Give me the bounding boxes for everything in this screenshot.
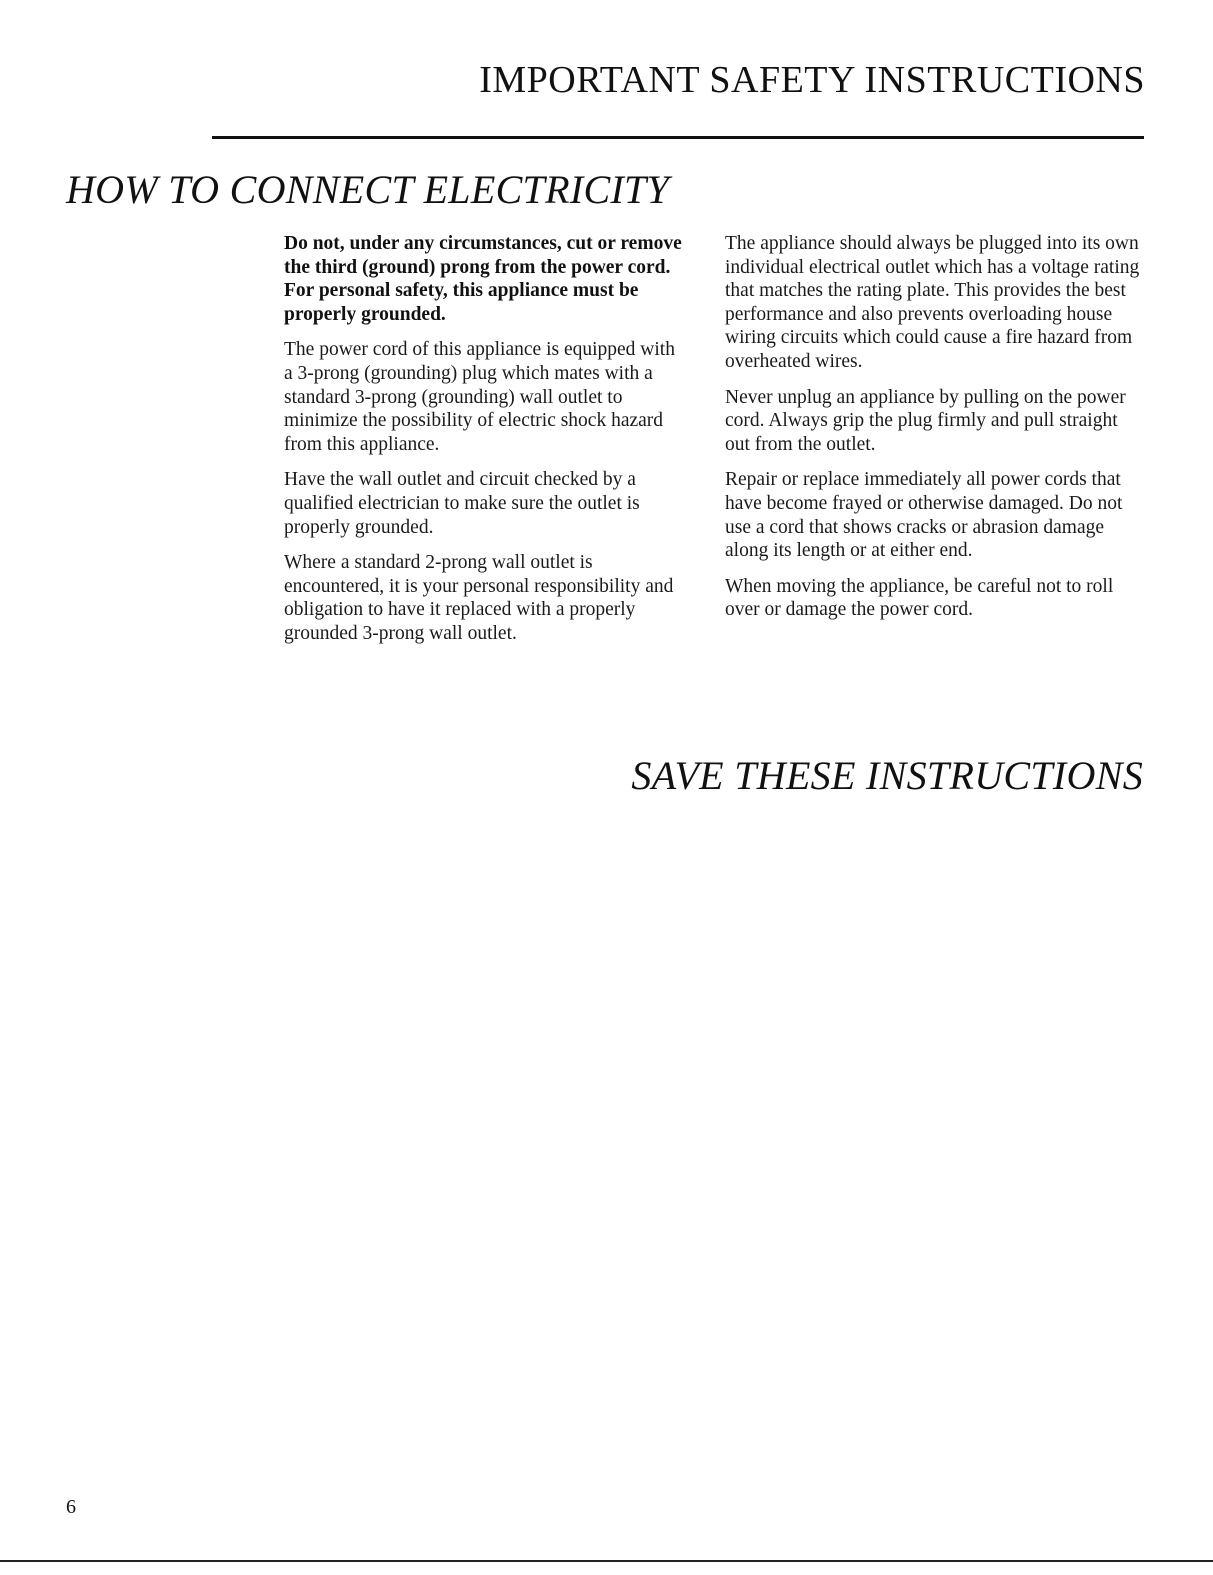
grounding-warning: Do not, under any circumstances, cut or remove the third (ground) prong from the power cord. For personal safety, this appliance must be properly grounded. bbox=[284, 233, 682, 325]
page-number: 6 bbox=[66, 1496, 76, 1518]
paragraph-unplugging: Never unplug an appliance by pulling on the power cord. Always grip the plug firmly and pull straight out from the outlet. bbox=[725, 386, 1126, 455]
header-divider bbox=[212, 136, 1144, 139]
page-header: IMPORTANT SAFETY INSTRUCTIONS bbox=[479, 59, 1145, 101]
left-column bbox=[284, 232, 688, 658]
paragraph-damaged-cords: Repair or replace immediately all power cords that have become frayed or otherwise damaged. Do not use a cord that shows cracks or abrasion damage along its length or at either end. bbox=[725, 469, 1123, 562]
bottom-divider bbox=[0, 1560, 1213, 1562]
section-title: HOW TO CONNECT ELECTRICITY bbox=[66, 167, 670, 212]
right-column bbox=[725, 232, 1145, 634]
save-instructions-title: SAVE THESE INSTRUCTIONS bbox=[631, 753, 1143, 798]
paragraph-outlet-check: Have the wall outlet and circuit checked by a qualified electrician to make sure the outlet is properly grounded. bbox=[284, 469, 640, 538]
paragraph-two-prong-outlet: Where a standard 2-prong wall outlet is encountered, it is your personal responsibility and obligation to have it replaced with a properly grounded 3-prong wall outlet. bbox=[284, 552, 674, 644]
paragraph-moving-appliance: When moving the appliance, be careful not to roll over or damage the power cord. bbox=[725, 575, 1114, 621]
paragraph-individual-outlet: The appliance should always be plugged into its own individual electrical outlet which has a voltage rating that matches the rating plate. This provides the best performance and also prevents overloading house wiring circuits which could cause a fire hazard from overheated wires. bbox=[725, 233, 1140, 372]
paragraph-power-cord: The power cord of this appliance is equipped with a 3-prong (grounding) plug which mates with a standard 3-prong (grounding) wall outlet to minimize the possibility of electric shock hazard from this appliance. bbox=[284, 339, 675, 455]
